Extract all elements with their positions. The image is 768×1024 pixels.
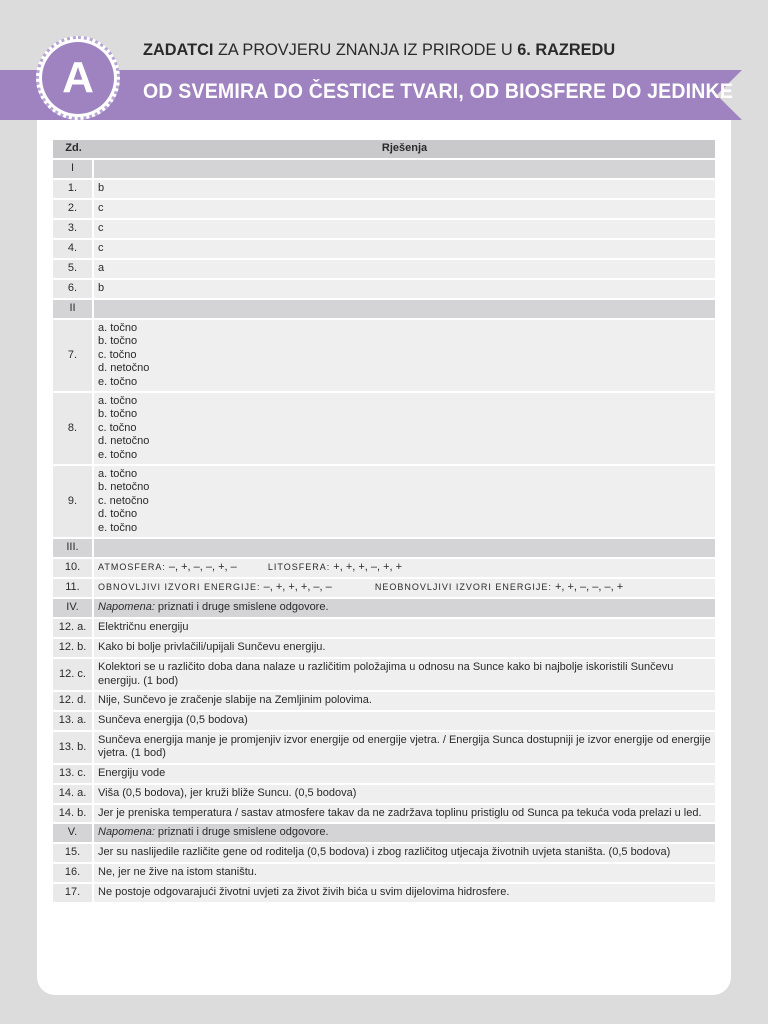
task-number: 13. c.: [53, 765, 94, 783]
answer-line: b. točno: [98, 335, 138, 348]
answer-line: b. točno: [98, 408, 138, 421]
table-row: [53, 619, 715, 637]
answer: Ne, jer ne žive na istom staništu.: [94, 864, 715, 882]
table-row: [53, 200, 715, 218]
answer: Jer je preniska temperatura / sastav atmosfere takav da ne zadržava toplinu pristiglu od Sunca pa tekuća voda prelazi u led.: [94, 805, 715, 822]
task-number: 5.: [53, 260, 94, 278]
task-number: 1.: [53, 180, 94, 198]
task-number: 14. a.: [53, 785, 94, 803]
section-row: [53, 300, 715, 318]
answer: Viša (0,5 bodova), jer kruži bliže Suncu. (0,5 bodova): [94, 785, 715, 803]
answer: Kolektori se u različito doba dana nalaze u različitim položajima u odnosu na Sunce kako bi najbolje iskoristili Sunčevu energiju. (1 bod): [94, 659, 715, 690]
column-header-rjesenja: Rješenja: [94, 140, 715, 158]
answer-line: e. točno: [98, 521, 138, 534]
section-label: I: [53, 160, 94, 178]
page-subtitle: ZADATCI ZA PROVJERU ZNANJA IZ PRIRODE U 6. RAZREDU: [143, 40, 616, 59]
answer: a: [94, 260, 715, 278]
answer-line: a. točno: [98, 395, 138, 408]
answer: Sunčeva energija (0,5 bodova): [94, 712, 715, 730]
section-label: IV.: [53, 599, 94, 617]
answer: Nije, Sunčevo je zračenje slabije na Zemljinim polovima.: [94, 692, 715, 710]
table-row: [53, 393, 715, 464]
table-row: [53, 659, 715, 690]
section-note: [94, 599, 715, 617]
answer: [94, 559, 715, 577]
table-row: [53, 559, 715, 577]
section-badge: A: [42, 42, 114, 114]
note-label: Napomena:: [98, 826, 155, 839]
note-text: priznati i druge smislene odgovore.: [154, 601, 329, 614]
table-row: [53, 692, 715, 710]
page-title: OD SVEMIRA DO ČESTICE TVARI, OD BIOSFERE DO JEDINKE: [143, 80, 734, 103]
task-number: 12. d.: [53, 692, 94, 710]
answer-values: +, +, +, –, +, +: [333, 561, 403, 574]
answer: Sunčeva energija manje je promjenjiv izvor energije od energije vjetra. / Energija Sunca dostupniji je izvor energije od energije vjetra. (1 bod): [94, 732, 715, 763]
task-number: 8.: [53, 393, 94, 464]
answer-line: d. netočno: [98, 362, 150, 375]
task-number: 9.: [53, 466, 94, 537]
section-row: [53, 599, 715, 617]
table-row: [53, 260, 715, 278]
table-header: [53, 140, 715, 158]
answer-values: –, +, –, –, +, –: [168, 561, 237, 574]
table-row: [53, 712, 715, 730]
task-number: 14. b.: [53, 805, 94, 822]
answer: b: [94, 280, 715, 298]
section-row: [53, 824, 715, 842]
section-label: III.: [53, 539, 94, 557]
answer-list: [94, 466, 715, 537]
answer-line: e. točno: [98, 448, 138, 461]
task-number: 17.: [53, 884, 94, 902]
table-row: [53, 240, 715, 258]
section-note: [94, 824, 715, 842]
answer-label: NEOBNOVLJIVI IZVORI ENERGIJE:: [374, 582, 552, 593]
section-fill: [94, 160, 715, 178]
answer-values: –, +, +, +, –, –: [263, 581, 332, 594]
table-row: [53, 785, 715, 803]
table-row: [53, 579, 715, 597]
answer-line: c. netočno: [98, 494, 149, 507]
column-header-zd: Zd.: [53, 140, 94, 158]
task-number: 13. b.: [53, 732, 94, 763]
section-label: V.: [53, 824, 94, 842]
answer-line: a. točno: [98, 322, 138, 334]
task-number: 2.: [53, 200, 94, 218]
table-row: [53, 320, 715, 391]
answer-line: b. netočno: [98, 481, 150, 494]
table-row: [53, 765, 715, 783]
task-number: 12. a.: [53, 619, 94, 637]
table-row: [53, 639, 715, 657]
answer: Jer su naslijedile različite gene od roditelja (0,5 bodova) i zbog različitog utjecaja životnih uvjeta staništa. (0,5 bodova): [94, 844, 715, 861]
table-row: [53, 805, 715, 822]
task-number: 13. a.: [53, 712, 94, 730]
table-row: [53, 220, 715, 238]
table-row: [53, 884, 715, 902]
section-label: II: [53, 300, 94, 318]
task-number: 4.: [53, 240, 94, 258]
table-row: [53, 180, 715, 198]
section-fill: [94, 539, 715, 557]
answer-line: d. točno: [98, 508, 138, 521]
answer-line: a. točno: [98, 468, 138, 481]
answer: Električnu energiju: [94, 619, 715, 637]
answer-line: c. točno: [98, 421, 137, 434]
answer-label: LITOSFERA:: [267, 562, 331, 573]
task-number: 10.: [53, 559, 94, 577]
answer: c: [94, 220, 715, 238]
answer-line: d. netočno: [98, 435, 150, 448]
table-row: [53, 732, 715, 763]
task-number: 12. c.: [53, 659, 94, 690]
answer: Ne postoje odgovarajući životni uvjeti za život živih bića u svim dijelovima hidrosfere.: [94, 884, 715, 902]
answer-list: [94, 393, 715, 464]
section-row: [53, 539, 715, 557]
answer-label: OBNOVLJIVI IZVORI ENERGIJE:: [98, 582, 261, 593]
answer-values: +, +, –, –, –, +: [554, 581, 624, 594]
table-row: [53, 844, 715, 861]
task-number: 11.: [53, 579, 94, 597]
solutions-table: [53, 138, 715, 904]
task-number: 16.: [53, 864, 94, 882]
task-number: 15.: [53, 844, 94, 861]
task-number: 6.: [53, 280, 94, 298]
answer-list: [94, 320, 715, 391]
note-text: priznati i druge smislene odgovore.: [154, 826, 329, 839]
answer: [94, 579, 715, 597]
table-row: [53, 280, 715, 298]
answer: b: [94, 180, 715, 198]
answer-line: c. točno: [98, 348, 137, 361]
answer-line: e. točno: [98, 375, 138, 388]
section-fill: [94, 300, 715, 318]
task-number: 7.: [53, 320, 94, 391]
task-number: 3.: [53, 220, 94, 238]
answer: Energiju vode: [94, 765, 715, 783]
answer: c: [94, 200, 715, 218]
note-label: Napomena:: [98, 601, 155, 614]
answer: Kako bi bolje privlačili/upijali Sunčevu energiju.: [94, 639, 715, 657]
answer-label: ATMOSFERA:: [98, 562, 166, 573]
task-number: 12. b.: [53, 639, 94, 657]
table-row: [53, 466, 715, 537]
table-row: [53, 864, 715, 882]
section-row: [53, 160, 715, 178]
answer: c: [94, 240, 715, 258]
